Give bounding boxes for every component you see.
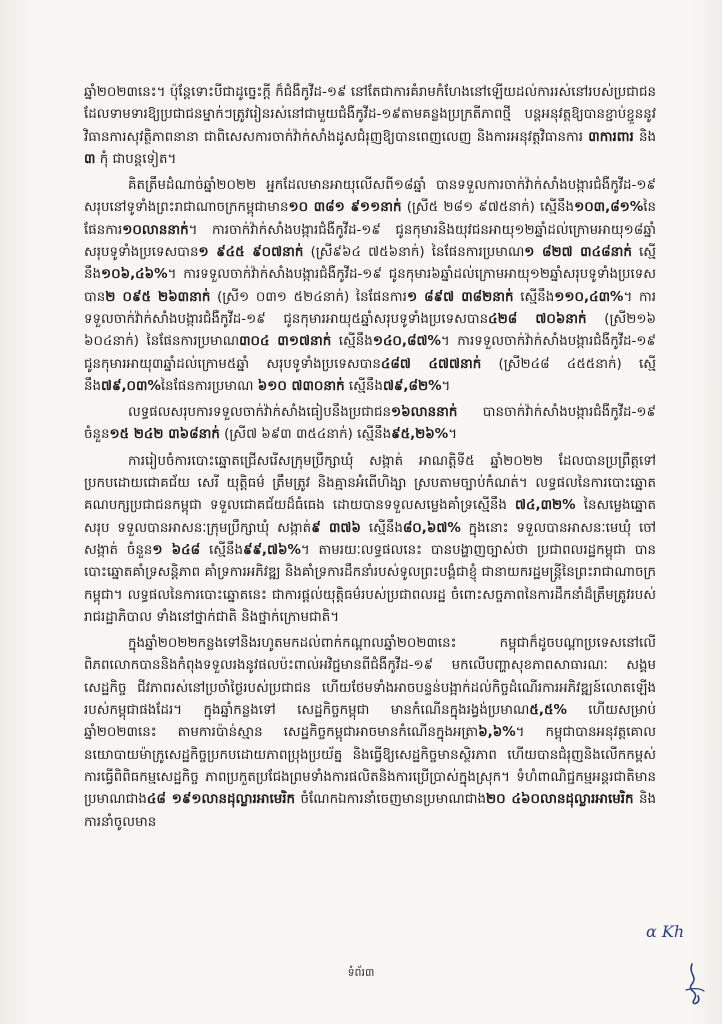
emphasized-figure: ១ ៨៩៧ ៣៨២នាក់	[406, 289, 514, 305]
emphasized-figure: ៩ ៣៧៦	[311, 520, 361, 536]
text-run: (ស្រី៧ ៦៩៣ ៣៥៤នាក់) ស្មើនឹង	[219, 427, 392, 443]
text-run: ស្មើនឹង	[344, 378, 383, 394]
text-run: និង	[633, 129, 656, 145]
emphasized-figure: ១៤០,៨៧%	[372, 334, 441, 350]
text-run: ការរៀបចំការបោះឆ្នោតជ្រើសរើសក្រុមប្រឹក្សាឃុំ សង្កាត់ អាណត្តិទី៥ ឆ្នាំ២០២២ ដែលបានប្រព្រឹត្តទៅប្រកបដោយជោគជ័យ សេរី យុត្តិធម៌ ត្រឹមត្រូវ និងគ្មានអំពើហិង្សា ស្របតាមច្បាប់កំណត់។ លទ្ធផលនៃការបោះឆ្នោតគណបក្សប្រជាជនកម្ពុជា ទទួលជោគជ័យដ៏ធំធេង ដោយបានទទួលសម្លេងគាំទ្រស្មើនឹង	[84, 453, 656, 514]
emphasized-figure: ៣ការពារ	[588, 129, 634, 145]
text-run: ។	[448, 427, 458, 443]
emphasized-figure: ៤២៨ ៧០៦នាក់	[488, 311, 587, 327]
emphasized-figure: ១ ៨២៧ ៣៤៨នាក់	[524, 245, 632, 261]
emphasized-figure: ១០លាននាក់	[122, 222, 189, 238]
emphasized-figure: ៦១០ ៧៣០នាក់	[257, 378, 345, 394]
emphasized-figure: ១៥ ២៤២ ៣៦៨នាក់	[109, 427, 220, 443]
emphasized-figure: ៧៩,៨២%	[382, 378, 442, 394]
text-run: បានចាក់វ៉ាក់សាំងបង្ការជំងឺកូវីដ-១៩ ចំនួន	[84, 405, 656, 443]
emphasized-figure: ១៦លាននាក់	[390, 405, 458, 421]
handwritten-initials: α Kh	[646, 922, 685, 941]
emphasized-figure: ៤៨ ១៩១លានដុល្លារអាមេរិក	[146, 792, 295, 808]
text-run: ស្មើនឹង	[331, 334, 373, 350]
text-run: ស្មើនឹង	[513, 289, 555, 305]
text-run: (ស្រី៥ ២៨១ ៩៧៥នាក់) ស្មើនឹង	[401, 200, 575, 216]
emphasized-figure: ១ ៦៤៨	[152, 542, 201, 558]
text-run: ក្នុងនោះ ទទួលបានអាសនៈមេឃុំ ចៅសង្កាត់ ចំនួន	[84, 520, 656, 558]
text-run: នៃសម្លេងឆ្នោតសរុប ទទួលបានអាសនៈក្រុមប្រឹក្សាឃុំ សង្កាត់	[84, 498, 657, 536]
text-run: ស្មើនឹង	[360, 520, 403, 536]
text-run: ស្មើនឹង	[200, 542, 243, 558]
text-run: និងការនាំចូលមាន	[84, 792, 657, 830]
text-run: (ស្រី៩៦៤ ៧៥៦នាក់) នៃផែនការប្រមាណ	[303, 245, 525, 261]
text-run: ។	[441, 378, 451, 394]
emphasized-figure: ៤៨៧ ៤៧៧នាក់	[380, 356, 482, 372]
emphasized-figure: ២០ ៤៦០លានដុល្លារអាមេរិក	[485, 792, 634, 808]
emphasized-figure: ២ ០៩៥ ២៦៣នាក់	[105, 289, 211, 305]
text-run: ។ ការទទួលចាក់វ៉ាក់សាំងបង្ការជំងឺកូវីដ-១៩ ជូនកុមារ៦ឆ្នាំដល់ក្រោមអាយុ១២ឆ្នាំសរុបទូទាំងប្រទេសបាន	[84, 267, 656, 305]
emphasized-figure: ៩៩,៧៦%	[242, 542, 301, 558]
body-text	[84, 82, 656, 838]
emphasized-figure: ៧៩,០៣%	[101, 378, 161, 394]
text-run: ។ ការទទួលចាក់វ៉ាក់សាំងបង្ការជំងឺកូវីដ-១៩ ជូនកុមារអាយុ៣ឆ្នាំដល់ក្រោម៥ឆ្នាំ សរុបទូទាំងប្រទេសបាន	[84, 334, 656, 372]
text-run: ។ តាមរយៈលទ្ធផលនេះ បានបង្ហាញច្បាស់ថា ប្រជាពលរដ្ឋកម្ពុជា បានបោះឆ្នោតគាំទ្រសន្តិភាព គាំទ្រការអភិវឌ្ឍ និងគាំទ្រការដឹកនាំរបស់ទូលព្រះបង្គំជាខ្ញុំ ជានាយករដ្ឋមន្ត្រីនៃព្រះរាជាណាចក្រកម្ពុជា។ លទ្ធផលនៃការបោះឆ្នោតនេះ ជាការផ្តល់យុត្តិធម៌របស់ប្រជាពលរដ្ឋ ចំពោះសច្ចភាពនៃការដឹកនាំដ៏ត្រឹមត្រូវរបស់រាជរដ្ឋាភិបាល ទាំងនៅថ្នាក់ជាតិ និងថ្នាក់ក្រោមជាតិ។	[84, 542, 656, 625]
emphasized-figure: ១០៣,៨១%	[574, 200, 644, 216]
text-run: (ស្រី២១៦ ៦០៤នាក់) នៃផែនការប្រមាណ	[84, 311, 656, 350]
paragraph	[84, 451, 656, 629]
text-run: នៃផែនការប្រមាណ	[160, 378, 258, 394]
text-run: ហើយសម្រាប់ឆ្នាំ២០២៣នេះ តាមការប៉ាន់ស្មាន សេដ្ឋកិច្ចកម្ពុជាអាចមានកំណើនក្នុងអត្រា	[84, 703, 656, 741]
text-run: គិតត្រឹមដំណាច់ឆ្នាំ២០២២ អ្នកដែលមានអាយុលើសពី១៨ឆ្នាំ បានទទួលការចាក់វ៉ាក់សាំងបង្ការជំងឺកូវីដ-១៩ សរុបនៅទូទាំងព្រះរាជាណាចក្រកម្ពុជាមាន	[84, 178, 656, 216]
text-run: ស្មើនឹង	[84, 245, 656, 283]
paragraph	[84, 175, 656, 398]
text-run: (ស្រី១ ០៣១ ៥២៤នាក់) នៃផែនការ	[210, 289, 407, 305]
text-run: ក្នុងឆ្នាំ២០២២កន្លងទៅនិងរហូតមកដល់ពាក់កណ្តាលឆ្នាំ២០២៣នេះ កម្ពុជាក៏ដូចបណ្តាប្រទេសនៅលើពិភពលោកបាននិងកំពុងទទួលរងនូវផលប៉ះពាល់អវិជ្ជមានពីជំងឺកូវីដ-១៩ មកលើបញ្ហាសុខភាពសាធារណៈ សង្គម សេដ្ឋកិច្ច ជីវភាពរស់នៅប្រចាំថ្ងៃរបស់ប្រជាជន ហើយថែមទាំងអាចបន្ទន់បង្អាក់ដល់កិច្ចដំណើរការអភិវឌ្ឍន៍លោតឡើងរបស់កម្ពុជាផងដែរ។ ក្នុងឆ្នាំកន្លងទៅ សេដ្ឋកិច្ចកម្ពុជា មានកំណើនក្នុងរង្វង់ប្រមាណ	[84, 636, 656, 719]
paragraph	[84, 633, 656, 834]
text-run: ។ ការចាក់វ៉ាក់សាំងបង្ការជំងឺកូវីដ-១៩ ជូនកុមារនិងយុវជនអាយុ១២ឆ្នាំដល់ក្រោមអាយុ១៨ឆ្នាំ សរុបទូទាំងប្រទេសបាន	[84, 222, 656, 261]
emphasized-figure: ៨០,៦៧%	[402, 520, 461, 536]
text-run: ចំណែកឯការនាំចេញមានប្រមាណជាង	[295, 792, 486, 808]
emphasized-figure: ៣	[84, 151, 96, 167]
text-run: នៃផែនការ	[84, 200, 656, 238]
emphasized-figure: ១០៦,៤៦%	[101, 267, 168, 283]
emphasized-figure: ៦,៦%	[478, 725, 516, 741]
emphasized-figure: ៩៥,២៦%	[391, 427, 449, 443]
text-run: ឆ្នាំ២០២៣នេះ។ ប៉ុន្តែទោះបីជាដូច្នេះក្តី ក៏ជំងឺកូវីដ-១៩ នៅតែជាការគំរាមកំហែងនៅឡើយដល់ការរស់នៅរបស់ប្រជាជន ដែលទាមទារឱ្យប្រជាជនម្នាក់ៗត្រូវរៀនរស់នៅជាមួយជំងឺកូវីដ-១៩តាមគន្លងប្រក្រតីភាពថ្មី បន្តអនុវត្តឱ្យបានខ្ជាប់ខ្ជួននូវវិធានការសុវត្ថិភាពនានា ជាពិសេសការចាក់វ៉ាក់សាំងដូសជំរុញឱ្យបានពេញលេញ និងការអនុវត្តវិធានការ	[84, 85, 656, 145]
page-number: ទំព័រ៣	[347, 966, 375, 979]
text-run: ។ កម្ពុជាបានអនុវត្តគោលនយោបាយម៉ាក្រូសេដ្ឋកិច្ចប្រកបដោយភាពប្រុងប្រយ័ត្ន និងធ្វើឱ្យសេដ្ឋកិច្ចមានស្ថិរភាព ហើយបានជំរុញនិងលើកកម្ពស់ការធ្វើពិពិធកម្មសេដ្ឋកិច្ច ភាពប្រកួតប្រជែងព្រមទាំងការផលិតនិងការប្រើប្រាស់ក្នុងស្រុក។ ទំហំពាណិជ្ជកម្មអន្តរជាតិមានប្រមាណជាង	[84, 725, 656, 808]
text-run: កុំ ជាបន្តទៀត។	[95, 151, 177, 167]
emphasized-figure: ៧៤,៣២%	[515, 498, 576, 514]
emphasized-figure: ១១០,៤៣%	[554, 289, 624, 305]
text-run: លទ្ធផលសរុបការទទួលចាក់វ៉ាក់សាំងធៀបនឹងប្រជាជន	[128, 405, 391, 421]
text-run: ។ ការទទួលចាក់វ៉ាក់សាំងបង្ការជំងឺកូវីដ-១៩ ជូនកុមារអាយុ៥ឆ្នាំសរុបទូទាំងប្រទេសបាន	[84, 289, 657, 327]
emphasized-figure: ១ ៩៤៥ ៩០៧នាក់	[198, 245, 304, 261]
emphasized-figure: ៣០៤ ៣១៧នាក់	[239, 334, 332, 350]
text-run: (ស្រី២៤៨ ៤៥៥នាក់) ស្មើនឹង	[84, 356, 657, 394]
paragraph	[84, 402, 656, 447]
emphasized-figure: ៥,៥%	[529, 703, 567, 719]
emphasized-figure: ១០ ៣៨១ ៩១១នាក់	[288, 200, 402, 216]
paragraph	[84, 82, 656, 171]
